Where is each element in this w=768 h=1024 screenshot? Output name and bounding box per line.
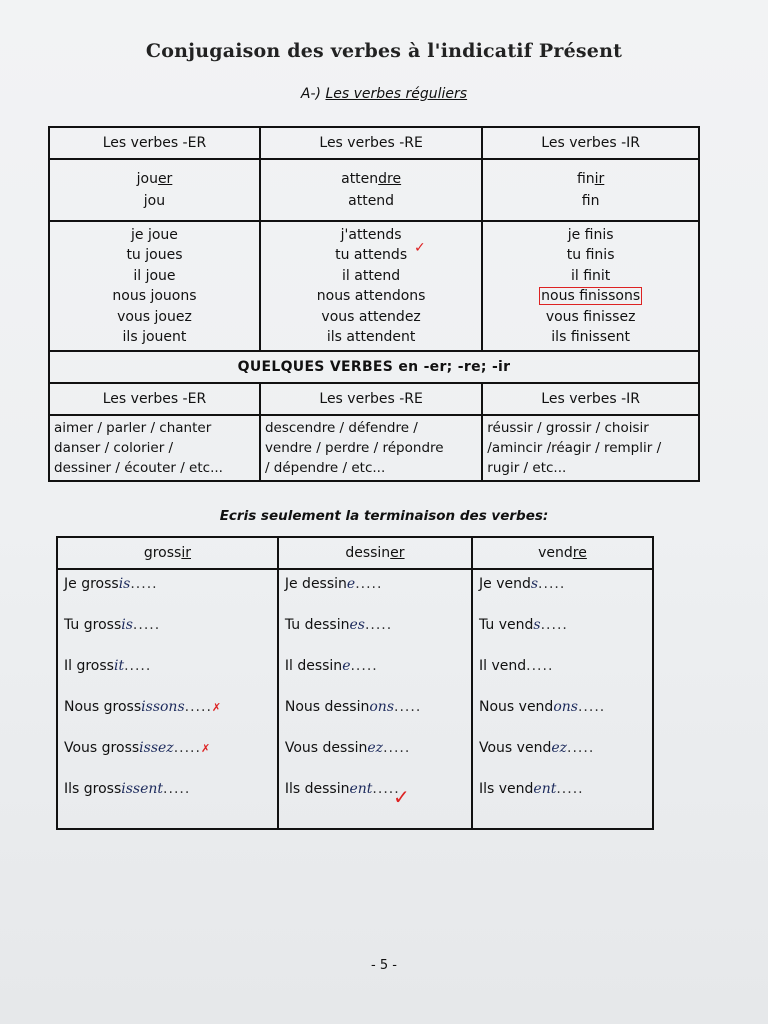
exercise-line: Il grossit..... bbox=[64, 658, 152, 674]
exercise-header-vendre: vendre bbox=[472, 537, 653, 569]
handwritten-answer: s bbox=[530, 576, 539, 592]
conjugation-er: je joue tu joues il joue nous jouons vous jouez ils jouent bbox=[49, 221, 260, 351]
exercise-line: Vous grossissez.....✗ bbox=[64, 740, 211, 756]
examples-ir: réussir / grossir / choisir /amincir /réagir / remplir / rugir / etc... bbox=[482, 415, 699, 481]
handwritten-answer: ons bbox=[553, 699, 578, 715]
exercise-line: Nous dessinons..... bbox=[284, 699, 422, 715]
group-header-er: Les verbes -ER bbox=[49, 383, 260, 415]
handwritten-answer: issent bbox=[121, 781, 164, 797]
exercise-table bbox=[56, 536, 654, 830]
handwritten-answer: issez bbox=[139, 740, 174, 756]
exercise-line: Vous dessinez..... bbox=[284, 740, 411, 756]
handwritten-answer: it bbox=[113, 658, 125, 674]
exercise-line: Je vends..... bbox=[479, 576, 566, 592]
exercise-line: Ils vendent..... bbox=[479, 781, 584, 797]
group-header-ir: Les verbes -IR bbox=[482, 383, 699, 415]
section-a-heading bbox=[0, 86, 768, 102]
teacher-cross-icon: ✗ bbox=[211, 701, 222, 714]
exercise-line: Il dessine..... bbox=[284, 658, 378, 674]
handwritten-answer: ez bbox=[367, 740, 384, 756]
exercise-line: Il vend..... bbox=[479, 658, 554, 674]
verb-stem: Nous gross bbox=[64, 699, 142, 715]
handwritten-answer: ent bbox=[349, 781, 373, 797]
page-number: - 5 - bbox=[371, 958, 397, 973]
exercise-instruction: Ecris seulement la terminaison des verbes: bbox=[219, 508, 549, 524]
header-ir: Les verbes -IR bbox=[482, 127, 699, 159]
exercise-column-vendre bbox=[472, 569, 653, 829]
verb-stem: Je gross bbox=[64, 576, 119, 592]
group-header-re: Les verbes -RE bbox=[260, 383, 482, 415]
handwritten-answer: ez bbox=[551, 740, 568, 756]
exercise-line: Je grossis..... bbox=[64, 576, 158, 592]
exercise-line: Tu dessines..... bbox=[284, 617, 393, 633]
handwritten-answer: e bbox=[342, 658, 351, 674]
teacher-checkmark-icon: ✓ bbox=[393, 785, 410, 809]
teacher-tick-icon: ✓ bbox=[414, 240, 426, 256]
verb-stem: Je vend bbox=[479, 576, 531, 592]
handwritten-answer: ent bbox=[533, 781, 557, 797]
handwritten-answer: is bbox=[121, 617, 133, 633]
exercise-line: Je dessine..... bbox=[284, 576, 383, 592]
exercise-line: Tu grossis..... bbox=[64, 617, 161, 633]
some-verbs-heading: QUELQUES VERBES en -er; -re; -ir bbox=[49, 351, 699, 383]
conjugation-ir: je finis tu finis il finit nous finissons vous finissez ils finissent bbox=[482, 221, 699, 351]
exercise-line: Nous vendons..... bbox=[479, 699, 606, 715]
section-a-label: Les verbes réguliers bbox=[325, 86, 468, 102]
infinitive-re: attendre attend bbox=[260, 159, 482, 221]
teacher-cross-icon: ✗ bbox=[200, 742, 211, 755]
exercise-line: Vous vendez..... bbox=[479, 740, 595, 756]
header-er: Les verbes -ER bbox=[49, 127, 260, 159]
verb-stem: Il gross bbox=[64, 658, 114, 674]
verb-stem: Tu gross bbox=[64, 617, 122, 633]
exercise-line: Tu vends..... bbox=[479, 617, 568, 633]
exercise-column-grossir bbox=[57, 569, 278, 829]
exercise-header-dessiner: dessiner bbox=[278, 537, 472, 569]
handwritten-answer: es bbox=[349, 617, 365, 633]
exercise-column-dessiner bbox=[278, 569, 472, 829]
exercise-header-grossir: grossir bbox=[57, 537, 278, 569]
verb-stem: Il dessin bbox=[284, 658, 343, 674]
handwritten-answer: ons bbox=[369, 699, 395, 715]
handwritten-answer: s bbox=[533, 617, 541, 633]
verb-stem: Ils vend bbox=[479, 781, 534, 797]
verb-stem: Vous gross bbox=[64, 740, 140, 756]
verb-stem: Tu dessin bbox=[284, 617, 350, 633]
exercise-line: Ils grossissent..... bbox=[64, 781, 191, 797]
regular-verbs-table bbox=[48, 126, 700, 482]
page-title: Conjugaison des verbes à l'indicatif Présent bbox=[145, 40, 623, 62]
verb-stem: Ils dessin bbox=[284, 781, 350, 797]
verb-stem: Nous dessin bbox=[284, 699, 370, 715]
examples-er: aimer / parler / chanter danser / colorier / dessiner / écouter / etc... bbox=[49, 415, 260, 481]
exercise-line: Nous grossissons.....✗ bbox=[64, 699, 222, 715]
verb-stem: Vous dessin bbox=[284, 740, 368, 756]
conjugation-re: j'attends tu attends il attend nous attendons vous attendez ils attendent bbox=[260, 221, 482, 351]
examples-re: descendre / défendre / vendre / perdre / répondre / dépendre / etc... bbox=[260, 415, 482, 481]
exercise-line: Ils dessinent..... bbox=[284, 781, 400, 797]
section-a-prefix: A-) bbox=[300, 86, 326, 102]
handwritten-answer: issons bbox=[141, 699, 185, 715]
infinitive-ir: finir fin bbox=[482, 159, 699, 221]
header-re: Les verbes -RE bbox=[260, 127, 482, 159]
handwritten-answer: e bbox=[346, 576, 356, 592]
handwritten-answer: is bbox=[118, 576, 131, 592]
verb-stem: Nous vend bbox=[479, 699, 554, 715]
verb-stem: Tu vend bbox=[479, 617, 534, 633]
verb-stem: Je dessin bbox=[284, 576, 347, 592]
verb-stem: Ils gross bbox=[64, 781, 122, 797]
infinitive-er: jouer jou bbox=[49, 159, 260, 221]
verb-stem: Il vend bbox=[479, 658, 527, 674]
verb-stem: Vous vend bbox=[479, 740, 552, 756]
